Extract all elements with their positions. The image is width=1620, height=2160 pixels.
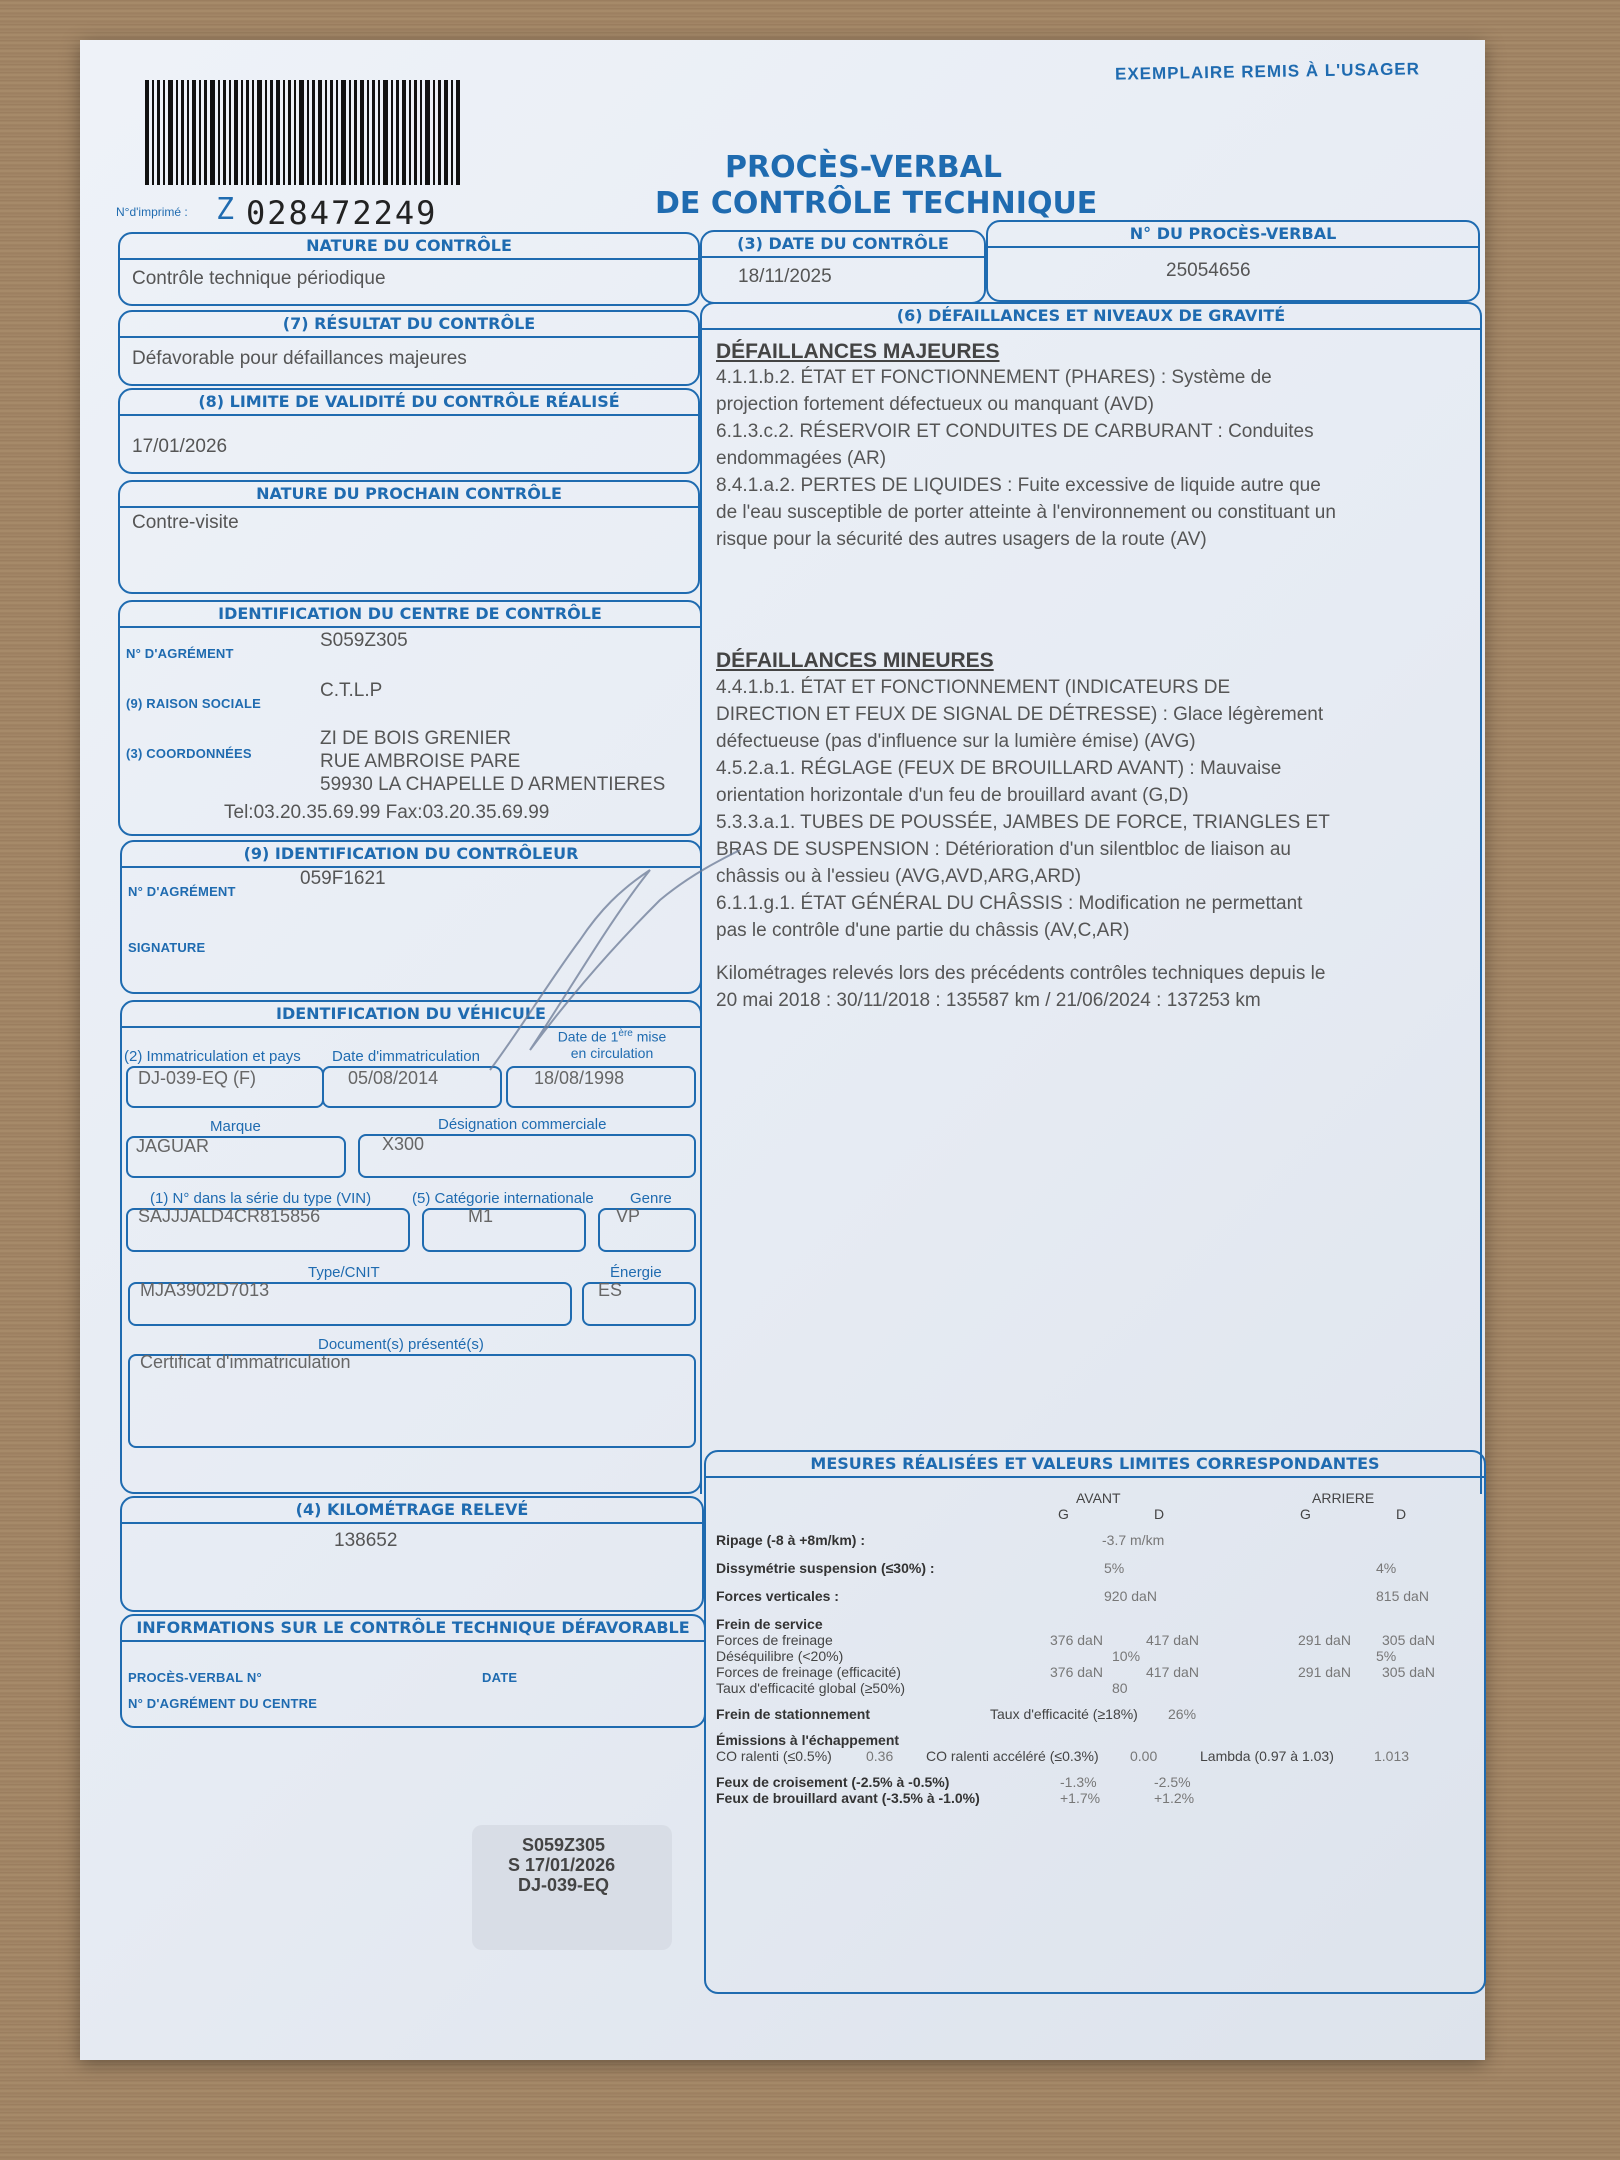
majeure-line: 4.1.1.b.2. ÉTAT ET FONCTIONNEMENT (PHARES) : Système de xyxy=(716,367,1272,388)
premiere-label-a: Date de 1 xyxy=(557,1028,619,1045)
defavorable-box xyxy=(120,1614,706,1728)
type-field xyxy=(128,1282,572,1326)
nature-value: Contrôle technique périodique xyxy=(132,268,386,289)
centre-coord-label: (3) COORDONNÉES xyxy=(126,746,252,761)
deseq-ar: 5% xyxy=(1376,1648,1397,1664)
date-controle-title: (3) DATE DU CONTRÔLE xyxy=(702,232,984,258)
nature-title: NATURE DU CONTRÔLE xyxy=(120,234,698,260)
mineure-line: châssis ou à l'essieu (AVG,AVD,ARG,ARD) xyxy=(716,866,1082,887)
arriere-d-label: D xyxy=(1396,1506,1407,1522)
brouillard-g: +1.7% xyxy=(1060,1790,1101,1806)
documents-label: Document(s) présenté(s) xyxy=(318,1336,484,1353)
vignette-line3: DJ-039-EQ xyxy=(518,1875,610,1895)
immat-value: DJ-039-EQ (F) xyxy=(138,1068,257,1088)
mineure-line: orientation horizontale d'un feu de brouillard avant (G,D) xyxy=(716,785,1189,806)
marque-value: JAGUAR xyxy=(136,1136,210,1156)
vin-field xyxy=(126,1208,410,1252)
centre-box xyxy=(118,600,702,836)
majeure-line: endommagées (AR) xyxy=(716,448,887,469)
centre-title: IDENTIFICATION DU CENTRE DE CONTRÔLE xyxy=(120,602,700,628)
dissym-ar: 4% xyxy=(1376,1560,1397,1576)
forces-v-label: Forces verticales : xyxy=(716,1588,839,1604)
controleur-title: (9) IDENTIFICATION DU CONTRÔLEUR xyxy=(122,842,700,868)
num-pv-box xyxy=(986,220,1480,302)
kilometrage-line: 20 mai 2018 : 30/11/2018 : 135587 km / 21/06/2024 : 137253 km xyxy=(716,990,1261,1011)
co-ralenti-label: CO ralenti (≤0.5%) xyxy=(716,1748,832,1764)
co-accel-label: CO ralenti accéléré (≤0.3%) xyxy=(926,1748,1099,1764)
majeure-line: de l'eau susceptible de porter atteinte à l'environnement ou constituant un xyxy=(716,502,1336,523)
majeure-line: 8.4.1.a.2. PERTES DE LIQUIDES : Fuite excessive de liquide autre que xyxy=(716,475,1321,496)
ffe-avg: 376 daN xyxy=(1050,1664,1103,1680)
majeure-line: 6.1.3.c.2. RÉSERVOIR ET CONDUITES DE CARBURANT : Conduites xyxy=(716,421,1314,442)
dissym-av: 5% xyxy=(1104,1560,1125,1576)
vin-label: (1) N° dans la série du type (VIN) xyxy=(150,1190,372,1207)
centre-agrement-label: N° D'AGRÉMENT xyxy=(126,646,234,661)
vehicule-title: IDENTIFICATION DU VÉHICULE xyxy=(122,1002,700,1028)
num-pv-value: 25054656 xyxy=(1166,260,1251,281)
mineure-line: défectueuse (pas d'influence sur la lumière émise) (AVG) xyxy=(716,731,1196,752)
mesures-title: MESURES RÉALISÉES ET VALEURS LIMITES CORRESPONDANTES xyxy=(706,1452,1484,1478)
marque-label: Marque xyxy=(210,1118,261,1135)
ffe-label: Forces de freinage (efficacité) xyxy=(716,1664,901,1680)
mineures-title: DÉFAILLANCES MINEURES xyxy=(716,649,994,672)
resultat-box xyxy=(118,310,700,386)
lambda-label: Lambda (0.97 à 1.03) xyxy=(1200,1748,1334,1764)
ff-arg: 291 daN xyxy=(1298,1632,1351,1648)
deseq-av: 10% xyxy=(1112,1648,1141,1664)
limite-title: (8) LIMITE DE VALIDITÉ DU CONTRÔLE RÉALISÉ xyxy=(120,390,698,416)
limite-box xyxy=(118,388,700,474)
majeures-list xyxy=(716,364,1436,553)
mineures-list xyxy=(716,674,1436,944)
mineure-line: BRAS DE SUSPENSION : Détérioration d'un silentbloc de liaison au xyxy=(716,839,1291,860)
stationnement-taux-value: 26% xyxy=(1168,1706,1197,1722)
type-value: MJA3902D7013 xyxy=(140,1280,270,1300)
resultat-value: Défavorable pour défaillances majeures xyxy=(132,348,467,369)
forces-v-ar: 815 daN xyxy=(1376,1588,1429,1604)
date-immat-value: 05/08/2014 xyxy=(348,1068,439,1088)
date-controle-box xyxy=(700,230,986,304)
avant-d-label: D xyxy=(1154,1506,1165,1522)
centre-raison-value: C.T.L.P xyxy=(320,680,383,701)
prochain-box xyxy=(118,480,700,594)
kilometrage-line: Kilométrages relevés lors des précédents contrôles techniques depuis le xyxy=(716,963,1326,984)
mineure-line: pas le contrôle d'une partie du châssis (AV,C,AR) xyxy=(716,920,1130,941)
centre-raison-label: (9) RAISON SOCIALE xyxy=(126,696,262,711)
date-immat-label: Date d'immatriculation xyxy=(332,1048,480,1065)
genre-value: VP xyxy=(616,1206,641,1226)
lambda-value: 1.013 xyxy=(1374,1748,1410,1764)
ff-ard: 305 daN xyxy=(1382,1632,1435,1648)
energie-value: ES xyxy=(598,1280,623,1300)
centre-addr3: 59930 LA CHAPELLE D ARMENTIERES xyxy=(320,774,666,795)
imprime-label: N°d'imprimé : xyxy=(116,205,188,219)
exemplaire-label: EXEMPLAIRE REMIS À L'USAGER xyxy=(1114,59,1421,84)
limite-value: 17/01/2026 xyxy=(132,436,228,457)
type-label: Type/CNIT xyxy=(308,1264,380,1281)
arriere-g-label: G xyxy=(1300,1506,1311,1522)
signature-scribble xyxy=(460,830,760,1090)
mineure-line: 6.1.1.g.1. ÉTAT GÉNÉRAL DU CHÂSSIS : Modification ne permettant xyxy=(716,893,1303,914)
num-pv-title: N° DU PROCÈS-VERBAL xyxy=(988,222,1478,248)
document-sheet xyxy=(80,40,1485,2060)
kilometrage-title: (4) KILOMÉTRAGE RELEVÉ xyxy=(122,1498,702,1524)
emissions-label: Émissions à l'échappement xyxy=(716,1732,900,1748)
dissym-label: Dissymétrie suspension (≤30%) : xyxy=(716,1560,935,1576)
brouillard-d: +1.2% xyxy=(1154,1790,1195,1806)
doc-title-line1: PROCÈS-VERBAL xyxy=(725,150,1002,185)
genre-label: Genre xyxy=(630,1190,672,1207)
vin-value: SAJJJALD4CR815856 xyxy=(138,1206,321,1226)
marque-field xyxy=(126,1136,346,1178)
kilometrage-box xyxy=(120,1496,704,1612)
immat-field xyxy=(126,1066,324,1108)
mineure-line: DIRECTION ET FEUX DE SIGNAL DE DÉTRESSE) : Glace légèrement xyxy=(716,704,1324,725)
defavorable-pv-label: PROCÈS-VERBAL N° xyxy=(128,1670,262,1685)
categorie-label: (5) Catégorie internationale xyxy=(412,1190,594,1207)
defaillances-title: (6) DÉFAILLANCES ET NIVEAUX DE GRAVITÉ xyxy=(702,304,1480,330)
mineure-line: 5.3.3.a.1. TUBES DE POUSSÉE, JAMBES DE FORCE, TRIANGLES ET xyxy=(716,812,1330,833)
centre-tel: Tel:03.20.35.69.99 Fax:03.20.35.69.99 xyxy=(224,802,550,823)
designation-label: Désignation commerciale xyxy=(438,1116,607,1133)
prochain-title: NATURE DU PROCHAIN CONTRÔLE xyxy=(120,482,698,508)
co-accel-value: 0.00 xyxy=(1130,1748,1158,1764)
ffe-avd: 417 daN xyxy=(1146,1664,1199,1680)
mineure-line: 4.4.1.b.1. ÉTAT ET FONCTIONNEMENT (INDICATEURS DE xyxy=(716,677,1231,698)
designation-value: X300 xyxy=(382,1134,425,1154)
imprime-number: 028472249 xyxy=(246,194,438,232)
premiere-label-b: mise xyxy=(632,1028,667,1045)
signature-label: SIGNATURE xyxy=(128,940,206,955)
croisement-label: Feux de croisement (-2.5% à -0.5%) xyxy=(716,1774,950,1790)
croisement-g: -1.3% xyxy=(1060,1774,1097,1790)
deseq-label: Déséquilibre (<20%) xyxy=(716,1648,844,1664)
mesures-box xyxy=(704,1450,1486,1994)
imprime-letter: Z xyxy=(216,192,235,227)
doc-title-line2: DE CONTRÔLE TECHNIQUE xyxy=(655,186,1098,221)
taux-global-value: 80 xyxy=(1112,1680,1128,1696)
defavorable-agrement-label: N° D'AGRÉMENT DU CENTRE xyxy=(128,1696,318,1711)
stationnement-taux-label: Taux d'efficacité (≥18%) xyxy=(990,1706,1138,1722)
resultat-title: (7) RÉSULTAT DU CONTRÔLE xyxy=(120,312,698,338)
premiere-label-sup: ère xyxy=(618,1028,633,1039)
designation-field xyxy=(358,1134,696,1178)
controleur-agrement-label: N° D'AGRÉMENT xyxy=(128,884,236,899)
stationnement-label: Frein de stationnement xyxy=(716,1706,871,1722)
centre-addr2: RUE AMBROISE PARE xyxy=(320,751,521,772)
date-controle-value: 18/11/2025 xyxy=(738,266,832,287)
kilometrages-history xyxy=(716,960,1436,1014)
vignette-stamp xyxy=(472,1825,672,1950)
barcode xyxy=(145,80,460,185)
premiere-value: 18/08/1998 xyxy=(534,1068,625,1088)
croisement-d: -2.5% xyxy=(1154,1774,1191,1790)
genre-field xyxy=(598,1208,696,1252)
nature-box xyxy=(118,232,700,306)
ripage-value: -3.7 m/km xyxy=(1102,1532,1165,1548)
ffe-arg: 291 daN xyxy=(1298,1664,1351,1680)
defaillances-box xyxy=(700,302,1482,1494)
controleur-agrement-value: 059F1621 xyxy=(300,868,386,889)
centre-agrement-value: S059Z305 xyxy=(320,630,408,651)
documents-field xyxy=(128,1354,696,1448)
defavorable-title: INFORMATIONS SUR LE CONTRÔLE TECHNIQUE DÉFAVORABLE xyxy=(122,1616,704,1642)
vignette-line2: S 17/01/2026 xyxy=(508,1855,616,1875)
co-ralenti-value: 0.36 xyxy=(866,1748,894,1764)
majeure-line: projection fortement défectueux ou manquant (AVD) xyxy=(716,394,1154,415)
forces-freinage-label: Forces de freinage xyxy=(716,1632,833,1648)
ffe-ard: 305 daN xyxy=(1382,1664,1435,1680)
arriere-label: ARRIERE xyxy=(1312,1490,1375,1506)
energie-label: Énergie xyxy=(610,1264,662,1281)
forces-v-av: 920 daN xyxy=(1104,1588,1157,1604)
avant-label: AVANT xyxy=(1076,1490,1121,1506)
ripage-label: Ripage (-8 à +8m/km) : xyxy=(716,1532,865,1548)
defavorable-date-label: DATE xyxy=(482,1670,518,1685)
majeure-line: risque pour la sécurité des autres usagers de la route (AV) xyxy=(716,529,1207,550)
frein-service-label: Frein de service xyxy=(716,1616,823,1632)
ff-avd: 417 daN xyxy=(1146,1632,1199,1648)
mineure-line: 4.5.2.a.1. RÉGLAGE (FEUX DE BROUILLARD AVANT) : Mauvaise xyxy=(716,758,1282,779)
brouillard-label: Feux de brouillard avant (-3.5% à -1.0%) xyxy=(716,1790,980,1806)
kilometrage-value: 138652 xyxy=(334,1530,398,1551)
majeures-title: DÉFAILLANCES MAJEURES xyxy=(716,340,1000,363)
premiere-label-c: en circulation xyxy=(570,1044,654,1061)
prochain-value: Contre-visite xyxy=(132,512,239,533)
taux-global-label: Taux d'efficacité global (≥50%) xyxy=(716,1680,906,1696)
ff-avg: 376 daN xyxy=(1050,1632,1103,1648)
avant-g-label: G xyxy=(1058,1506,1069,1522)
energie-field xyxy=(582,1282,696,1326)
immat-label: (2) Immatriculation et pays xyxy=(124,1048,301,1065)
centre-addr1: ZI DE BOIS GRENIER xyxy=(320,728,512,749)
categorie-field xyxy=(422,1208,586,1252)
vignette-line1: S059Z305 xyxy=(522,1835,606,1855)
categorie-value: M1 xyxy=(468,1206,494,1226)
documents-value: Certificat d'immatriculation xyxy=(140,1352,351,1372)
